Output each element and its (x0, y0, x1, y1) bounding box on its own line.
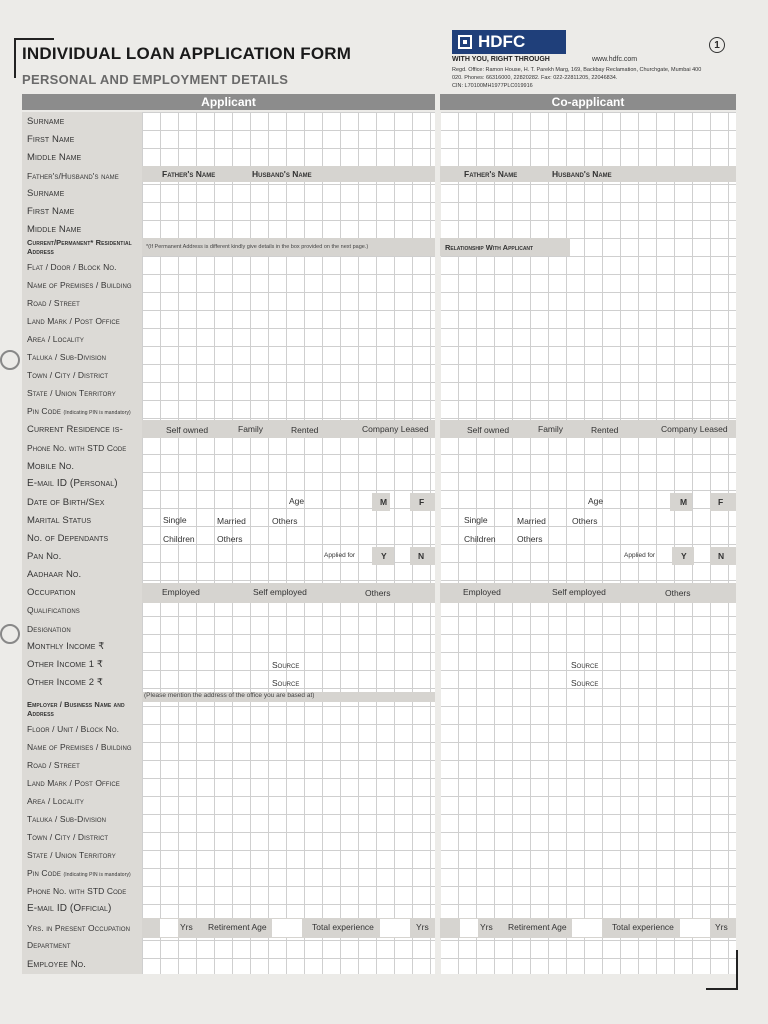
label-pin-2 (27, 868, 131, 878)
co-self-owned-option[interactable]: Self owned (467, 425, 510, 435)
label-road-2: Road / Street (27, 760, 80, 770)
co-retirement-age-label: Retirement Age (508, 922, 567, 932)
age-label: Age (289, 496, 305, 506)
label-town: Town / City / District (27, 370, 109, 380)
co-children-label: Children (464, 534, 496, 544)
self-owned-option[interactable]: Self owned (166, 425, 209, 435)
others-occupation-option[interactable]: Others (365, 588, 391, 598)
relation-band (142, 166, 435, 182)
sex-m-option[interactable]: M (380, 497, 388, 507)
co-others-dependants-label: Others (517, 534, 543, 544)
co-company-leased-option[interactable]: Company Leased (661, 424, 728, 434)
co-sex-m-option[interactable]: M (680, 497, 688, 507)
label-landmark: Land Mark / Post Office (27, 316, 120, 326)
fathers-name-option[interactable]: Father's Name (162, 169, 216, 179)
office-note: (Please mention the address of the office you are based at) (144, 692, 315, 699)
retirement-age-label: Retirement Age (208, 922, 267, 932)
label-marital: Marital Status (27, 515, 92, 526)
relationship-label: Relationship With Applicant (445, 243, 534, 252)
co-pan-n-option[interactable]: N (718, 551, 725, 561)
total-experience-box[interactable] (380, 919, 410, 937)
pan-n-option[interactable]: N (418, 551, 425, 561)
co-relation-band (440, 166, 736, 182)
others-dependants-label: Others (217, 534, 243, 544)
label-residence: Current Residence is- (27, 424, 123, 435)
label-other-income-2: Other Income 2 ₹ (27, 677, 103, 688)
registered-office (452, 66, 712, 90)
label-dob: Date of Birth/Sex (27, 497, 105, 508)
label-father-husband: Father's/Husband's name (27, 171, 119, 181)
label-landmark-2: Land Mark / Post Office (27, 778, 120, 788)
co-yrs-label: Yrs (480, 922, 493, 932)
label-road: Road / Street (27, 298, 80, 308)
label-middle-name: Middle Name (27, 152, 82, 163)
co-rented-option[interactable]: Rented (591, 425, 619, 435)
total-experience-label: Total experience (312, 922, 374, 932)
label-area: Area / Locality (27, 334, 84, 344)
cin-text: CIN: L70100MH1977PLC019916 (452, 83, 533, 89)
label-department: Department (27, 940, 71, 950)
label-taluka: Taluka / Sub-Division (27, 352, 107, 362)
label-employee-no: Employee No. (27, 959, 86, 970)
co-yrs-box[interactable] (460, 919, 478, 937)
label-email: E-mail ID (Personal) (27, 478, 118, 489)
label-aadhaar: Aadhaar No. (27, 569, 82, 580)
source-2-label: Source (272, 678, 300, 688)
single-option[interactable]: Single (163, 515, 187, 525)
employed-option[interactable]: Employed (162, 587, 200, 597)
label-premises-2: Name of Premises / Building (27, 742, 132, 752)
label-pan: Pan No. (27, 551, 62, 562)
co-pan-y-option[interactable]: Y (681, 551, 687, 561)
co-family-option[interactable]: Family (538, 424, 564, 434)
pan-y-option[interactable]: Y (381, 551, 387, 561)
label-surname: Surname (27, 116, 65, 127)
children-label: Children (163, 534, 195, 544)
label-phone-2: Phone No. with STD Code (27, 886, 127, 896)
co-yrs-exp-label: Yrs (715, 922, 728, 932)
label-pin (27, 406, 131, 416)
tagline: WITH YOU, RIGHT THROUGH (452, 56, 550, 63)
co-self-employed-option[interactable]: Self employed (552, 587, 606, 597)
label-state: State / Union Territory (27, 388, 116, 398)
label-designation: Designation (27, 624, 71, 634)
crop-mark (706, 988, 738, 990)
pin-text: Pin Code (27, 406, 61, 416)
co-husbands-name-option[interactable]: Husband's Name (552, 169, 612, 179)
hdfc-logo-icon (458, 35, 472, 49)
co-age-label: Age (588, 496, 604, 506)
co-source-1-label: Source (571, 660, 599, 670)
yrs-box[interactable] (160, 919, 178, 937)
co-married-option[interactable]: Married (517, 516, 546, 526)
regd-office-text: Regd. Office: Ramon House, H. T. Parekh Marg, 169, Backbay Reclamation, Churchgate, Mumbai 400 020. Phones: 66316000, 22820282. Fax: 022-22811205, 22046834. (452, 67, 702, 81)
family-option[interactable]: Family (238, 424, 264, 434)
label-middle-name-2: Middle Name (27, 224, 82, 235)
label-occupation: Occupation (27, 587, 76, 598)
yrs-exp-label: Yrs (416, 922, 429, 932)
label-area-2: Area / Locality (27, 796, 84, 806)
brand-name: HDFC (478, 32, 526, 51)
crop-mark (736, 950, 738, 990)
label-town-2: Town / City / District (27, 832, 109, 842)
co-total-experience-label: Total experience (612, 922, 674, 932)
crop-mark (14, 38, 18, 78)
company-leased-option[interactable]: Company Leased (362, 424, 429, 434)
co-single-option[interactable]: Single (464, 515, 488, 525)
applicant-header: Applicant (22, 94, 435, 110)
co-sex-f-option[interactable]: F (718, 497, 724, 507)
co-fathers-name-option[interactable]: Father's Name (464, 169, 518, 179)
retirement-age-box[interactable] (272, 919, 302, 937)
crop-mark (14, 38, 54, 40)
website: www.hdfc.com (592, 56, 638, 63)
label-yrs-occupation: Yrs. in Present Occupation (27, 923, 131, 933)
label-other-income-1: Other Income 1 ₹ (27, 659, 103, 670)
pin-note: (Indicating PIN is mandatory) (63, 410, 131, 416)
co-employed-option[interactable]: Employed (463, 587, 501, 597)
others-marital-option[interactable]: Others (272, 516, 298, 526)
label-monthly-income: Monthly Income ₹ (27, 641, 105, 652)
form-title: INDIVIDUAL LOAN APPLICATION FORM (22, 44, 352, 63)
label-surname-2: Surname (27, 188, 65, 199)
form-subtitle: PERSONAL AND EMPLOYMENT DETAILS (22, 72, 289, 87)
label-premises: Name of Premises / Building (27, 280, 132, 290)
husbands-name-option[interactable]: Husband's Name (252, 169, 312, 179)
co-retirement-age-box[interactable] (572, 919, 602, 937)
yrs-label: Yrs (180, 922, 193, 932)
co-others-occupation-option[interactable]: Others (665, 588, 691, 598)
hdfc-logo (452, 30, 566, 54)
label-floor: Floor / Unit / Block No. (27, 724, 120, 734)
co-others-marital-option[interactable]: Others (572, 516, 598, 526)
label-qualifications: Qualifications (27, 605, 80, 615)
label-taluka-2: Taluka / Sub-Division (27, 814, 107, 824)
rented-option[interactable]: Rented (291, 425, 319, 435)
label-mobile: Mobile No. (27, 461, 75, 472)
co-applicant-header: Co-applicant (440, 94, 736, 110)
married-option[interactable]: Married (217, 516, 246, 526)
co-total-experience-box[interactable] (680, 919, 710, 937)
punch-hole (0, 624, 20, 644)
co-applied-for-label: Applied for (624, 552, 656, 559)
label-email-official: E-mail ID (Official) (27, 903, 112, 914)
sex-f-option[interactable]: F (419, 497, 425, 507)
label-first-name-2: First Name (27, 206, 75, 217)
label-current-address: Current/Permanent* Residential Address (27, 238, 132, 256)
label-flat: Flat / Door / Block No. (27, 262, 117, 272)
label-dependants: No. of Dependants (27, 533, 109, 544)
applied-for-label: Applied for (324, 552, 356, 559)
punch-hole (0, 350, 20, 370)
pin-2-note: (Indicating PIN is mandatory) (63, 872, 131, 878)
co-source-2-label: Source (571, 678, 599, 688)
label-employer: Employer / Business Name and Address (27, 700, 125, 718)
label-phone: Phone No. with STD Code (27, 443, 127, 453)
page-number: 1 (709, 37, 725, 53)
label-state-2: State / Union Territory (27, 850, 116, 860)
self-employed-option[interactable]: Self employed (253, 587, 307, 597)
address-note: *(If Permanent Address is different kindly give details in the box provided on the next page.) (146, 244, 369, 250)
source-1-label: Source (272, 660, 300, 670)
label-first-name: First Name (27, 134, 75, 145)
pin-2-text: Pin Code (27, 868, 61, 878)
